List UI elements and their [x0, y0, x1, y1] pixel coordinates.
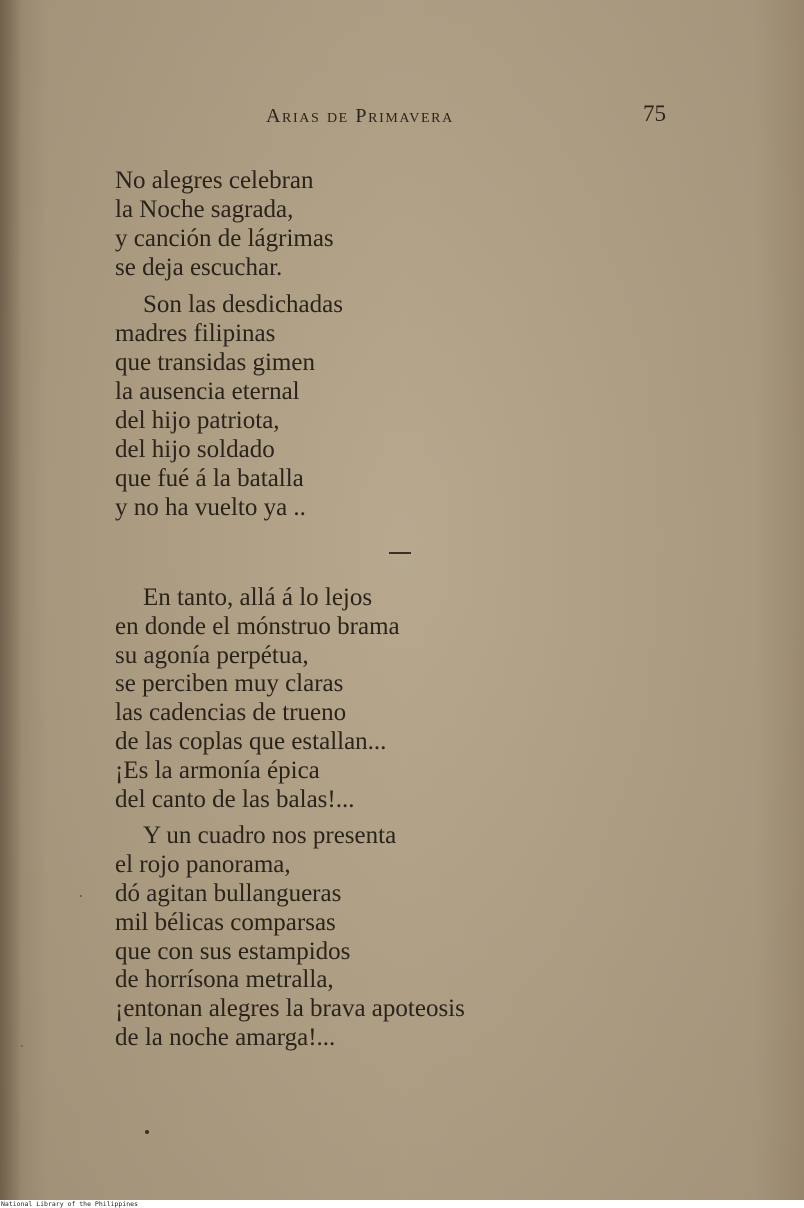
verse-line: del hijo patriota, [115, 407, 280, 434]
verse-line: las cadencias de trueno [115, 699, 347, 727]
verse-line: se deja escuchar. [115, 254, 283, 281]
running-title: Arias de Primavera [266, 105, 454, 127]
verse-line: ¡entonan alegres la brava apoteosis [115, 995, 465, 1023]
page-number: 75 [643, 101, 666, 126]
page-edge-shadow [0, 0, 22, 1200]
verse-line: madres filipinas [115, 320, 276, 347]
verse-line: y canción de lágrimas [115, 225, 334, 252]
verse-line: dó agitan bullangueras [115, 879, 342, 907]
stanza-2 [115, 290, 735, 522]
section-break-rule [389, 552, 411, 554]
paper-speck [145, 1130, 149, 1134]
verse-line: la ausencia eternal [115, 378, 300, 405]
verse-line: su agonía perpétua, [115, 641, 309, 669]
verse-line: que fué á la batalla [115, 465, 304, 492]
poem-part-2 [115, 584, 755, 1053]
verse-line: ¡Es la armonía épica [115, 756, 320, 784]
stanza-3 [115, 584, 755, 814]
verse-line: del canto de las balas!... [115, 785, 355, 813]
stanza-4 [115, 822, 755, 1052]
verse-line: en donde el mónstruo brama [115, 612, 400, 640]
verse-line: mil bélicas comparsas [115, 908, 336, 936]
verse-line: se perciben muy claras [115, 670, 344, 698]
verse-line: Y un cuadro nos presenta [143, 822, 397, 850]
verse-line: Son las desdichadas [143, 291, 343, 318]
verse-line: y no ha vuelto ya .. [115, 494, 306, 521]
verse-line: de las coplas que estallan... [115, 727, 387, 755]
verse-line: el rojo panorama, [115, 851, 291, 879]
verse-line: de horrísona metralla, [115, 966, 334, 994]
verse-line: En tanto, allá á lo lejos [143, 584, 373, 611]
paper-speck [21, 1045, 23, 1047]
verse-line: de la noche amarga!... [115, 1023, 336, 1051]
verse-line: que transidas gimen [115, 349, 315, 376]
paper-speck [80, 895, 82, 897]
verse-line: del hijo soldado [115, 436, 275, 463]
verse-line: que con sus estampidos [115, 937, 351, 965]
library-credit: National Library of the Philippines [1, 1200, 138, 1208]
poem-part-1 [115, 166, 735, 522]
verse-line: No alegres celebran [115, 167, 314, 194]
page-header [0, 101, 804, 131]
verse-line: la Noche sagrada, [115, 196, 294, 223]
stanza-1 [115, 166, 735, 282]
